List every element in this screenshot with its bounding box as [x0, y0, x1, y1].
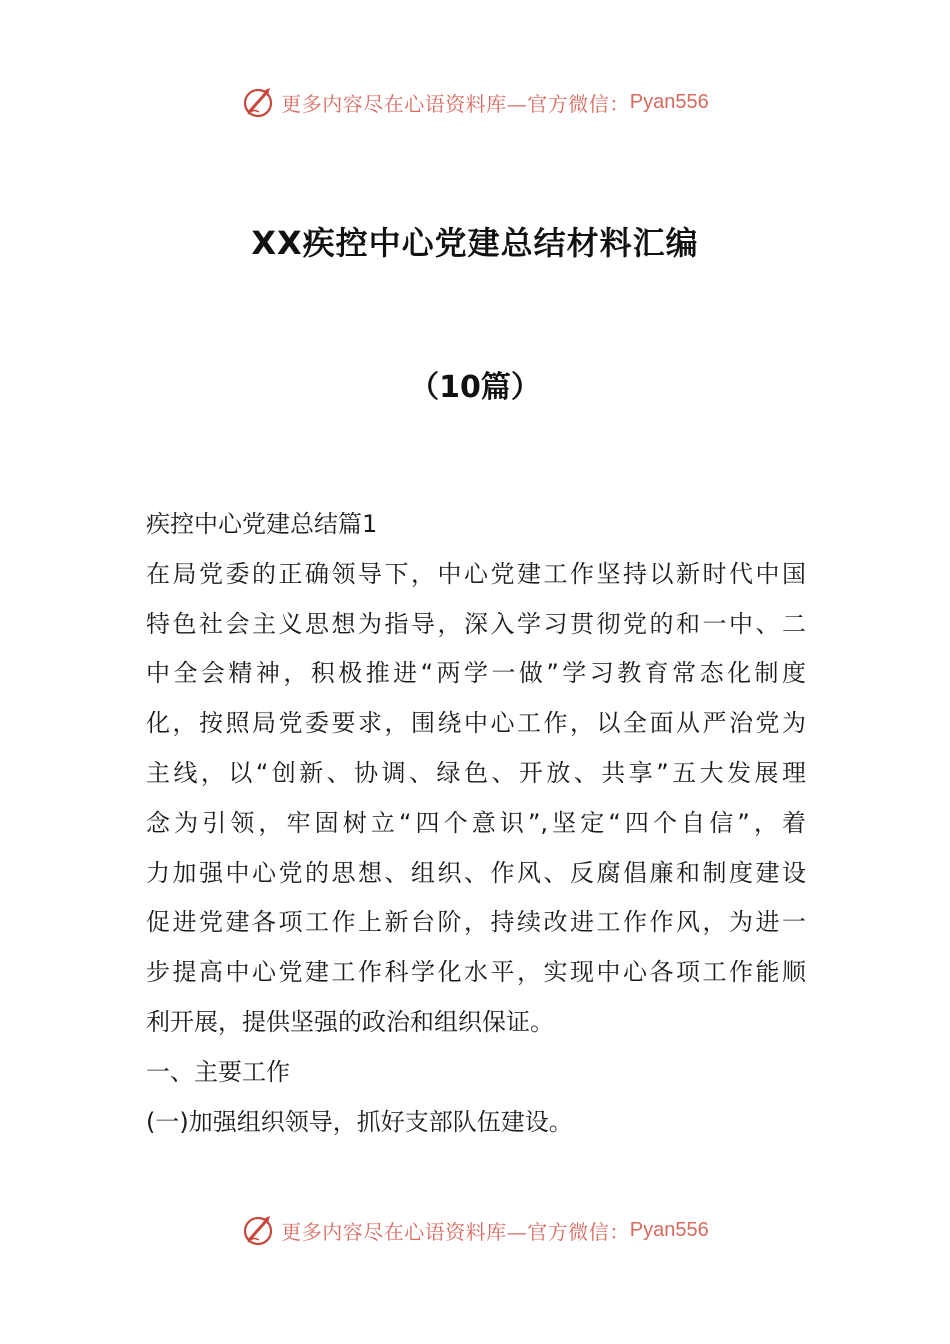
paragraph-line: 促进党建各项工作上新台阶，持续改进工作作风，为进一	[146, 908, 806, 937]
paragraph-line: 中全会精神，积极推进“两学一做”学习教育常态化制度	[146, 659, 806, 688]
document-body	[146, 500, 806, 1147]
document-title: XX疾控中心党建总结材料汇编	[251, 224, 699, 262]
watermark-wechat-id: Pyan556	[629, 90, 709, 113]
watermark-text: 更多内容尽在心语资料库—官方微信：	[281, 91, 630, 116]
pen-logo-icon	[241, 1212, 277, 1248]
paragraph-line: 特色社会主义思想为指导，深入学习贯彻党的和一中、二	[146, 609, 806, 638]
paragraph-line: 在局党委的正确领导下，中心党建工作坚持以新时代中国	[146, 559, 806, 588]
section-heading: 疾控中心党建总结篇1	[146, 510, 378, 538]
document-subtitle: （10篇）	[409, 370, 541, 405]
paragraph-line: 力加强中心党的思想、组织、作风、反腐倡廉和制度建设	[146, 858, 806, 887]
watermark-wechat-id: Pyan556	[629, 1218, 709, 1241]
watermark-text: 更多内容尽在心语资料库—官方微信：	[281, 1219, 630, 1244]
paragraph-line: 化，按照局党委要求，围绕中心工作，以全面从严治党为	[146, 709, 806, 738]
paragraph-line: 利开展，提供坚强的政治和组织保证。	[146, 1007, 554, 1036]
pen-logo-icon	[241, 84, 277, 120]
paragraph-line: 步提高中心党建工作科学化水平，实现中心各项工作能顺	[146, 958, 806, 987]
heading-main-work: 一、主要工作	[146, 1057, 290, 1086]
subheading-organization: (一)加强组织领导，抓好支部队伍建设。	[146, 1107, 573, 1136]
paragraph-line: 念为引领，牢固树立“四个意识”,坚定“四个自信”，着	[146, 808, 806, 837]
header-watermark	[0, 80, 950, 124]
footer-watermark	[0, 1208, 950, 1252]
paragraph-line: 主线，以“创新、协调、绿色、开放、共享”五大发展理	[146, 758, 806, 787]
